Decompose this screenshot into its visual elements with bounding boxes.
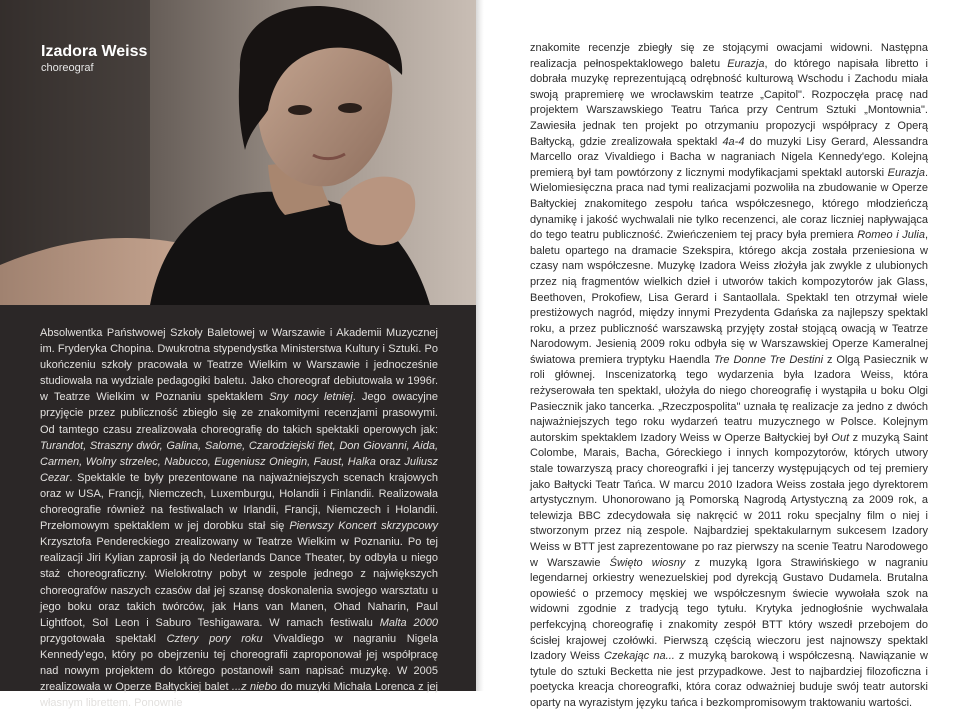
bio-run: Krzysztofa Pendereckiego zrealizowany w Teatrze Wielkim w Poznaniu. Po tej realizacji Jiri Kylian zaprosił ją do Nederlands Dance Theater, by odbyła u niego staż choreograficzny. Wielokrotny pobyt w zespole jednego z największych choreografów naszych czasów dał jej szansę doskonalenia swojego warsztatu u jego boku oraz takich twórców, jak Hans van Manen, Ohad Naharin, Paul Lightfoot, Sol Leon i Saburo Teshigawara. W ramach festiwalu xyxy=(40,536,438,629)
article-run: do muzyki Lisy Gerard, Alessandra Marcello oraz Vivaldiego i Bacha w nagraniach Nigela Kennedy'ego. Kolejną premierą był tam powtórzony z licznymi modyfikacjami spektakl autorski xyxy=(530,135,928,179)
left-eye xyxy=(288,105,312,115)
bio-paragraph xyxy=(40,325,438,711)
bio-run: . Spektakle te były prezentowane na najważniejszych scenach krajowych oraz w USA, Francji, Niemczech, Luxemburgu, Holandii i Finlandii. Realizowała choreografie również na festiwalach w Irlandii, Francji, Niemczech i Holandii. Przełomowym spektaklem w jej dorobku stał się xyxy=(40,471,438,533)
article-run: , do którego napisała libretto i dobrała muzykę reprezentującą odrębność kulturową Wschodu i Zachodu miała swoją prapremierę we wrocławskim teatrze „Capitol". Rozpoczęła pracę nad projektem Warszawskiego Teatru Tańca przy Centrum Sztuki „Montownia". Zawiesiła jednak ten projekt po otrzymaniu propozycji współpracy z Operą Bałtycką, gdzie zrealizowała spektakl xyxy=(530,57,928,148)
bio-title: Malta 2000 xyxy=(379,616,438,629)
bio-title: Juliusz Cezar xyxy=(40,455,439,484)
article-title: Eurazja xyxy=(727,57,765,70)
article-run: z muzyką Igora Strawińskiego w nagraniu legendarnej orkiestry wenezuelskiej pod dyrekcją Gustavo Dudamela. Brutalna opowieść o przemocy męskiej we współczesnym świecie wywołała szok na widowni zgodnie z tradycją tego tytułu. Krytyka jednogłośnie wychwalała perfekcyjną choreografię i znakomity zespół BTT który wszedł przebojem do ścisłej krajowej czołówki. Pierwszą częścią wieczoru jest najnowszy spektakl Izadory Weiss xyxy=(530,556,929,663)
article-run: , baletu opartego na dramacie Szekspira, którego akcja została przeniesiona w czasy nam współczesne. Muzykę Izadora Weiss złożyła jak zwykle z ulubionych przez nią fragmentów wielkich dzieł i utworów takich kompozytorów jak Glass, Beethoven, Prokofiew, Lisa Gerard i Santaollala. Spektakl ten otrzymał wiele prestiżowych nagród, między innymi Prezydenta Gdańska za najlepszy spektakl roku, a przez publiczność warszawską przyjęty został stojącą owacją w Teatrze Narodowym. Jesienią 2009 roku odbyła się w Warszawskiej Operze Kameralnej światowa premiera tryptyku Haendla xyxy=(530,229,928,366)
left-page xyxy=(0,0,476,710)
person-name: Izadora Weiss xyxy=(41,43,148,60)
right-page xyxy=(484,0,960,709)
bio-title: Pierwszy Koncert skrzypcowy xyxy=(289,520,438,533)
person-role: choreograf xyxy=(41,62,94,74)
bio-title: Turandot, Straszny dwór, Galina, Salome, Czarodziejski flet, Don Giovanni, Aida, Carmen, Wolny strzelec, Nabucco, Eugeniusz Oniegin, Faust, Halka xyxy=(40,439,438,468)
article-run: z muzyką Saint Colombe, Marais, Bacha, Góreckiego i innych kompozytorów, których utwory stale towarzyszą pracy choreografki i jej tancerzy występujących od tej premiery jako Bałtycki Teatr Tańca. W marcu 2010 Izadora Weiss została jego dyrektorem artystycznym. Uhonorowano ją Pomorską Nagrodą Artystyczną za 2009 rok, a telewizja BBC zdecydowała się nakręcić w 2011 roku specjalny film o niej i stworzonym przez nią zespole. Najbardziej spektakularnym sukcesem Izadory Weiss w BTT jest zaprezentowane po raz pierwszy na scenie Teatru Narodowego w Warszawie xyxy=(530,431,928,569)
article-title: Czekając na... xyxy=(604,650,675,663)
bio-run: Absolwentka Państwowej Szkoły Baletowej w Warszawie i Akademii Muzycznej im. Fryderyka Chopina. Dwukrotna stypendystka Ministerstwa Kultury i Sztuki. Po ukończeniu szkoły pracowała w Teatrze Wielkim w Warszawie i jednocześnie studiowała na wydziale pedagogiki baletu. Jako choreograf debiutowała w 1996r. w Teatrze Wielkim w Poznaniu spektaklem xyxy=(40,327,438,404)
article-title: Out xyxy=(831,431,850,444)
article-run: z muzyką barokową i współczesną. Nawiązanie w tytule do sztuki Becketta nie jest przypadkowe. Jest to najbardziej filozoficzna i poetycka kreacja choreografki, która coraz odważniej buduje swój teatr autorski oparty na wyrazistym języku tańca i bezkompromisowym traktowaniu wartości. xyxy=(530,650,928,709)
bio-title: Sny nocy letniej xyxy=(269,391,353,404)
bio-run: przygotowała spektakl xyxy=(40,632,167,645)
bio-title: Cztery pory roku xyxy=(166,632,263,645)
bio-run: oraz xyxy=(375,455,405,468)
bio-run: Vivaldiego w nagraniu Nigela Kennedy'ego, który po obejrzeniu tej choreografii zaproponował jej współpracę nad nowym projektem do którego postanowił sam napisać muzykę. W 2005 zrealizowała w Operze Bałtyckiej balet xyxy=(40,632,438,694)
article-run: . Wielomiesięczna praca nad tymi realizacjami pozwoliła na zbudowanie w Operze Bałtyckiej znakomitego zespołu tańca współczesnego, którego młodzieńczą dynamikę i jakość wychwalali nie tylko recenzenci, ale coraz liczniej napływająca do tego teatru publiczność. Zwieńczeniem tej pracy była premiera xyxy=(530,166,928,242)
bio-title: ...z niebo xyxy=(231,681,277,694)
article-run: z Olgą Pasiecznik w roli głównej. Inscenizatorką tego wydarzenia była Izadora Weiss, która reżyserowała ten spektakl, ułożyła do niego choreografię i wystąpiła u boku Olgi Pasiecznik jako tancerka. „Rzeczpospolita" uznała tę realizacje za jedno z dwóch najważniejszych tego roku wydarzeń teatru muzycznego w Polsce. Kolejnym autorskim spektaklem Izadory Weiss w Operze Bałtyckiej był xyxy=(530,353,928,444)
article-title: 4a-4 xyxy=(722,135,745,148)
bio-text xyxy=(40,325,438,711)
article-title: Eurazja xyxy=(887,166,925,179)
page-gutter xyxy=(476,0,484,691)
article-text xyxy=(530,41,928,712)
article-title: Święto wiosny xyxy=(609,556,686,569)
title-block xyxy=(41,42,147,75)
article-run: znakomite recenzje zbiegły się ze stojącymi owacjami widowni. Następna realizacja pełnospektaklowego baletu xyxy=(530,42,928,70)
right-eye xyxy=(338,103,362,113)
bio-run: do muzyki Michała Lorenca z jej własnym librettem. Ponownie xyxy=(40,681,439,710)
article-title: Tre Donne Tre Destini xyxy=(713,353,824,366)
bio-run: . Jego owacyjne przyjęcie przez publiczność zbiegło się ze znakomitymi recenzjami prasowymi. Od tamtego czasu zrealizowała choreografię do takich spektakli operowych jak: xyxy=(40,391,438,436)
article-title: Romeo i Julia xyxy=(857,229,925,242)
article-paragraph xyxy=(530,41,928,712)
